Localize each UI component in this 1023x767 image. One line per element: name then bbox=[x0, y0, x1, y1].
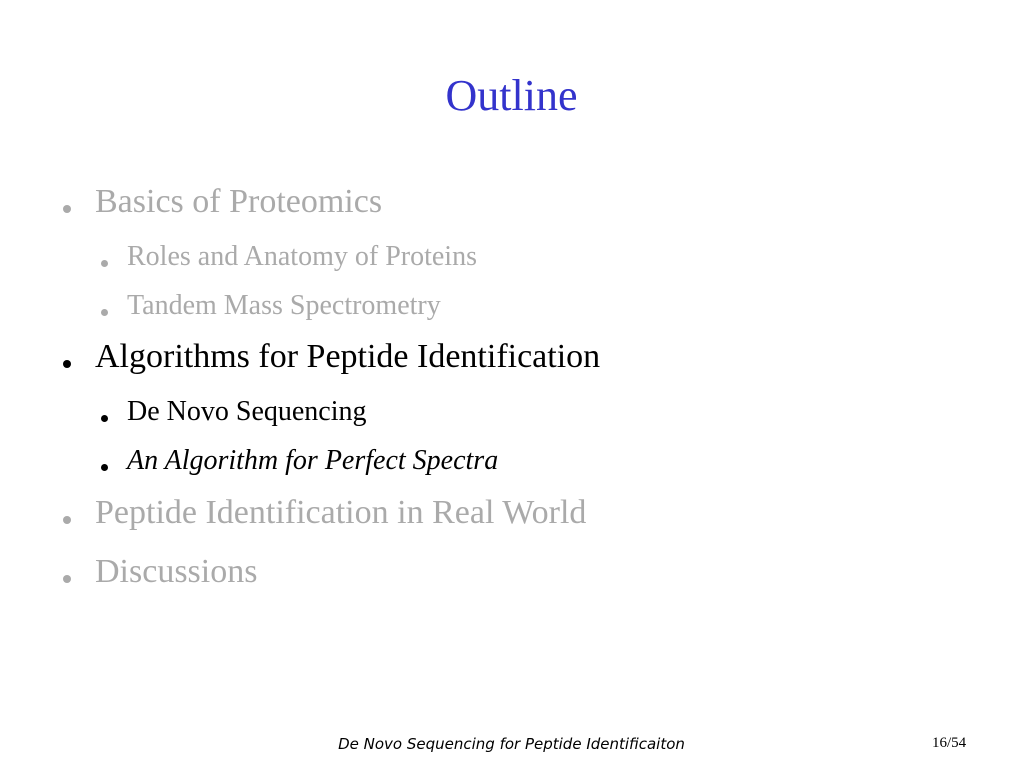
outline-subitem-label: De Novo Sequencing bbox=[127, 396, 367, 427]
bullet-icon bbox=[101, 309, 108, 316]
bullet-icon bbox=[63, 516, 71, 524]
outline-subitem-de-novo-sequencing bbox=[127, 395, 367, 429]
outline-subitem-label: An Algorithm for Perfect Spectra bbox=[127, 445, 499, 476]
outline-item-peptide-identification-real-world bbox=[95, 493, 586, 533]
outline-subitem-tandem-mass-spectrometry bbox=[127, 289, 441, 323]
outline-item-basics-of-proteomics bbox=[95, 182, 382, 222]
outline-item-discussions bbox=[95, 552, 257, 592]
outline-item-label: Algorithms for Peptide Identification bbox=[95, 338, 601, 375]
bullet-icon bbox=[101, 415, 108, 422]
outline-item-label: Discussions bbox=[95, 553, 258, 590]
outline-subitem-label: Tandem Mass Spectrometry bbox=[127, 290, 441, 321]
outline-item-label: Peptide Identification in Real World bbox=[95, 494, 587, 531]
bullet-icon bbox=[63, 575, 71, 583]
bullet-icon bbox=[63, 205, 71, 213]
bullet-icon bbox=[63, 360, 71, 368]
bullet-icon bbox=[101, 464, 108, 471]
slide-title: Outline bbox=[445, 71, 578, 120]
outline-item-algorithms-for-peptide-identification bbox=[95, 337, 600, 377]
bullet-icon bbox=[101, 260, 108, 267]
outline-item-label: Basics of Proteomics bbox=[95, 183, 383, 220]
outline-subitem-label: Roles and Anatomy of Proteins bbox=[127, 241, 477, 272]
page-number: 16/54 bbox=[932, 735, 967, 751]
outline-subitem-algorithm-for-perfect-spectra bbox=[127, 444, 498, 478]
footer-title: De Novo Sequencing for Peptide Identificaiton bbox=[338, 735, 685, 753]
outline-subitem-roles-and-anatomy bbox=[127, 240, 477, 274]
